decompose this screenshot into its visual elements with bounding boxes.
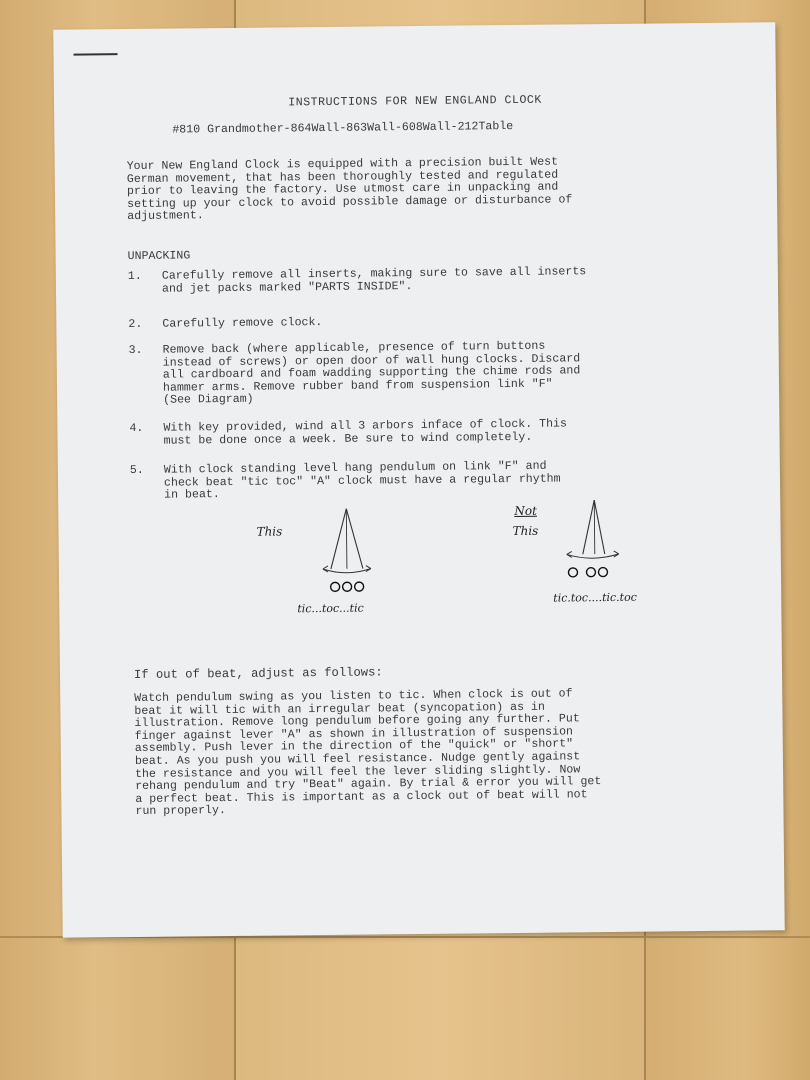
- step-text: Remove back (where applicable, presence of turn buttons instead of screws) or open door of wall hung clocks. Discard all cardboard and foam wadding supporting the chime rods and hammer arms. Remove rubber band from suspension link "F" (See Diagram): [162, 339, 581, 408]
- step-text: With key provided, wind all 3 arbors inface of clock. This must be done once a week. Be sure to wind completely.: [163, 417, 568, 448]
- step-text: With clock standing level hang pendulum on link "F" and check beat "tic toc" "A" clock must have a regular rhythm in beat.: [163, 459, 561, 502]
- step-number: 4.: [129, 421, 144, 436]
- diagram-label-bad-bottom: This: [512, 523, 539, 539]
- pendulum-diagram-good: [316, 504, 377, 597]
- step-text: Carefully remove clock.: [162, 316, 323, 331]
- step-number: 3.: [128, 343, 143, 358]
- step-text: Carefully remove all inserts, making sure to save all inserts and jet packs marked "PARTS INSIDE".: [161, 265, 587, 296]
- instruction-sheet: [53, 22, 784, 938]
- model-numbers: #810 Grandmother-864Wall-863Wall-608Wall-212Table: [172, 119, 514, 137]
- pendulum-diagram-bad: [558, 496, 625, 589]
- diagram-caption-bad: tic.toc....tic.toc: [553, 590, 637, 605]
- intro-paragraph: Your New England Clock is equipped with a precision built West German movement, that has been thoroughly tested and regulated prior to leaving the factory. Use utmost care in unpacking and setting up your clock to avoid possible damage or disturbance of adjustment.: [126, 155, 573, 224]
- section-heading-unpacking: UNPACKING: [127, 249, 191, 264]
- step-number: 2.: [128, 317, 143, 332]
- out-of-beat-heading: If out of beat, adjust as follows:: [133, 665, 383, 682]
- diagram-label-good: This: [256, 524, 283, 539]
- diagram-label-bad-top: Not: [514, 503, 537, 519]
- step-number: 5.: [129, 463, 144, 478]
- step-number: 1.: [127, 269, 142, 284]
- adjust-paragraph: Watch pendulum swing as you listen to tic. When clock is out of beat it will tic with an irregular beat (syncopation) as in illustration. Remove long pendulum before going any further. Put finger against lever "A" as shown in illustration of suspension assembly. Push lever in the direction of the "quick" or "short" beat. As you push you will feel resistance. Nudge gently against the resistance and you will feel the lever sliding slightly. Now rehang pendulum and try "Beat" again. By trial & error you will get a perfect beat. This is important as a clock out of beat will not run properly.: [134, 687, 602, 819]
- pen-mark: [74, 53, 118, 55]
- diagram-caption-good: tic...toc...tic: [297, 601, 364, 616]
- document-title: INSTRUCTIONS FOR NEW ENGLAND CLOCK: [288, 93, 542, 110]
